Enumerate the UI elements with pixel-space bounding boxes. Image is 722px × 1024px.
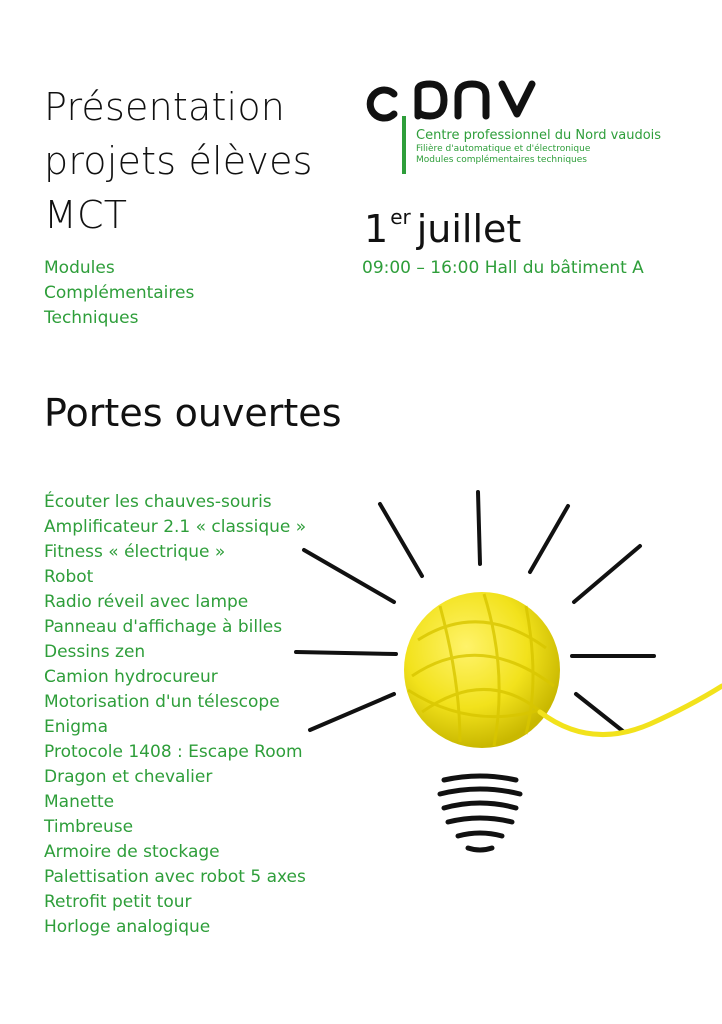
- subtitle: [44, 256, 194, 331]
- date-suffix: er: [390, 205, 411, 229]
- project-list: [44, 490, 306, 940]
- subtitle-line-2: Complémentaires: [44, 283, 195, 303]
- subtitle-line-3: Techniques: [44, 308, 139, 328]
- list-item: Camion hydrocureur: [44, 667, 218, 687]
- logo-line-2: Filière d'automatique et d'électronique: [416, 144, 591, 154]
- title-line-1: Présentation: [44, 85, 286, 129]
- logo-text: [416, 128, 661, 166]
- logo-line-3: Modules complémentaires techniques: [416, 155, 587, 165]
- list-item: Amplificateur 2.1 « classique »: [44, 517, 307, 537]
- list-item: Écouter les chauves-souris: [44, 492, 272, 512]
- list-item: Manette: [44, 792, 115, 812]
- list-item: Protocole 1408 : Escape Room: [44, 742, 303, 762]
- list-item: Retrofit petit tour: [44, 892, 192, 912]
- list-item: Robot: [44, 567, 94, 587]
- subtitle-line-1: Modules: [44, 258, 115, 278]
- bulb-base-icon: [440, 776, 520, 850]
- logo-line-1: Centre professionnel du Nord vaudois: [416, 128, 662, 143]
- list-item: Armoire de stockage: [44, 842, 220, 862]
- list-item: Dragon et chevalier: [44, 767, 213, 787]
- list-item: Panneau d'affichage à billes: [44, 617, 283, 637]
- list-item: Dessins zen: [44, 642, 146, 662]
- list-item: Timbreuse: [44, 817, 134, 837]
- date-day: 1: [364, 207, 389, 251]
- list-item: Enigma: [44, 717, 109, 737]
- poster-title: [44, 80, 313, 242]
- date-month: juillet: [416, 207, 522, 251]
- list-item: Palettisation avec robot 5 axes: [44, 867, 306, 887]
- yarn-ball: [404, 592, 560, 748]
- event-time-location: 09:00 – 16:00 Hall du bâtiment A: [362, 258, 644, 278]
- list-item: Motorisation d'un télescope: [44, 692, 280, 712]
- list-item: Fitness « électrique »: [44, 542, 226, 562]
- list-item: Radio réveil avec lampe: [44, 592, 249, 612]
- list-item: Horloge analogique: [44, 917, 211, 937]
- yarn-lightbulb-illustration: [290, 480, 722, 880]
- title-line-3: MCT: [44, 193, 128, 237]
- section-title: Portes ouvertes: [44, 391, 342, 435]
- title-line-2: projets élèves: [44, 139, 313, 183]
- event-date: [364, 190, 521, 256]
